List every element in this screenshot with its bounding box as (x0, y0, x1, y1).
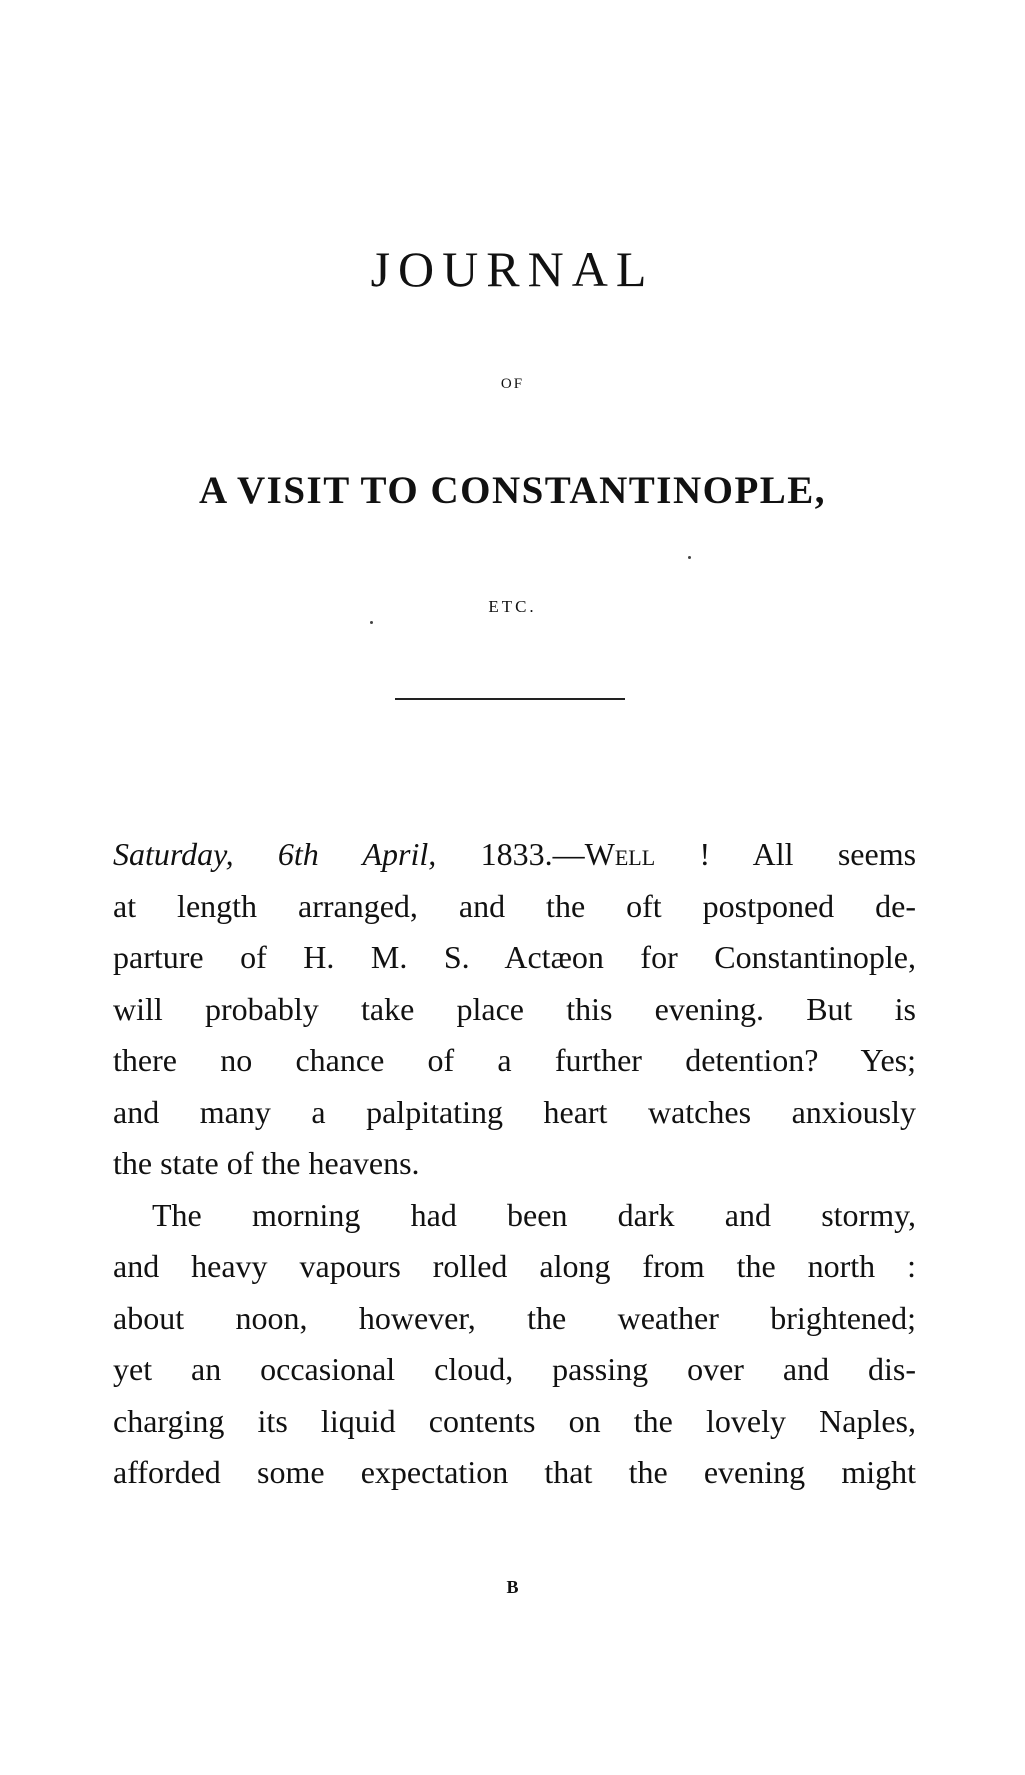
paragraph-2-line: about noon, however, the weather brightened; (113, 1299, 916, 1336)
title-subtitle: A VISIT TO CONSTANTINOPLE, (198, 469, 827, 512)
paragraph-2-line: afforded some expectation that the evening might (113, 1454, 916, 1490)
ink-speck (688, 556, 691, 559)
ink-speck (370, 621, 373, 624)
paragraph-2-line: charging its liquid contents on the lovely Naples, (113, 1402, 916, 1439)
paragraph-1-line: and many a palpitating heart watches anxiously (113, 1093, 916, 1130)
paragraph-1-line: the state of the heavens. (113, 1145, 420, 1181)
title-etc: ETC. (488, 597, 537, 616)
paragraph-2-line: yet an occasional cloud, passing over and dis- (113, 1351, 916, 1387)
paragraph-1-line: there no chance of a further detention? Yes; (113, 1042, 916, 1078)
entry-date: Saturday, 6th April, (113, 836, 437, 872)
entry-year: 1833.— (480, 836, 585, 872)
title-journal: JOURNAL (370, 241, 655, 297)
paragraph-1-line: will probably take place this evening. But is (113, 990, 916, 1027)
signature-mark: B (506, 1577, 519, 1597)
entry-line-rest: ! All seems (699, 836, 917, 872)
paragraph-1-line: at length arranged, and the oft postponed de- (113, 887, 916, 924)
paragraph-1-line: parture of H. M. S. Actæon for Constantinople, (113, 939, 916, 975)
title-divider-rule (395, 698, 625, 700)
title-of: OF (500, 376, 525, 392)
entry-opening-word: Well (584, 836, 656, 872)
journal-body (113, 829, 916, 1499)
paragraph-2-line: The morning had been dark and stormy, (152, 1196, 916, 1233)
paragraph-1-line-1 (113, 829, 916, 881)
paragraph-2-line: and heavy vapours rolled along from the north : (113, 1248, 916, 1284)
